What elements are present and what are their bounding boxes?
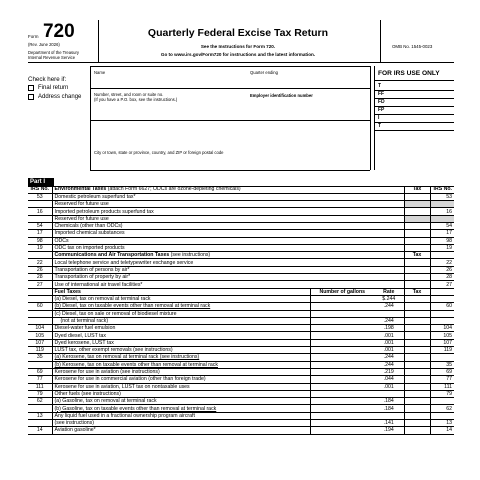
irs-number: 16 [28,208,52,215]
irs-number-right: 17 [430,230,454,237]
line-description: Kerosene for use in aviation (see instructions) [52,368,310,375]
gallons-cell[interactable] [310,376,374,383]
line-description: Domestic petroleum superfund tax* [52,193,310,200]
irs-box-left [374,66,375,170]
irs-code-2: FD [378,99,385,105]
irs-number-right [430,288,454,295]
gallons-cell[interactable] [310,303,374,310]
table-row [28,266,454,273]
line-description: Use of international air travel facilities* [52,281,310,288]
irs-number-right: 107 [430,339,454,346]
irs-number-right: 53 [430,193,454,200]
irs-number: 27 [28,281,52,288]
irs-number-right: 98 [430,237,454,244]
tax-column-heading: Tax [404,252,430,259]
line-description: Imported petroleum products superfund tax [52,208,310,215]
rate-value: .184 [374,405,404,412]
tax-amount-cell[interactable] [404,368,430,375]
irs-number: 35 [28,354,52,361]
gallons-cell[interactable] [310,325,374,332]
irs-number: 105 [28,332,52,339]
tax-amount-cell[interactable] [404,354,430,361]
section-heading-bold: Environmental Taxes [54,186,107,193]
table-row [28,347,454,354]
table-row [28,317,454,324]
irs-code-rule [374,106,454,107]
line-description: Diesel-water fuel emulsion [52,325,310,332]
irs-number-right: 105 [430,332,454,339]
rate-value [374,310,404,317]
irs-code-rule [374,98,454,99]
tax-amount-cell[interactable] [404,222,430,229]
tax-column-heading: Tax [404,186,430,193]
table-row [28,215,454,222]
line-description: ODC tax on imported products [52,244,310,251]
rate-value: .001 [374,347,404,354]
gallons-cell [310,201,404,208]
irs-number: 98 [28,237,52,244]
gallons-cell [310,230,404,237]
line-description: (b) Gasoline, tax on taxable events other than removal at terminal rack [52,405,310,412]
line-description: Reserved for future use [52,201,310,208]
section-heading [52,186,404,193]
line-description: Transportation of persons by air* [52,266,310,273]
irs-number-right: 79 [430,390,454,397]
table-row [28,339,454,346]
gallons-cell[interactable] [310,398,374,405]
irs-number: 111 [28,383,52,390]
irs-number-right: 35 [430,361,454,368]
entity-box-top [90,66,370,67]
gallons-cell[interactable] [310,332,374,339]
line-description: Reserved for future use [52,215,310,222]
irs-number-right [430,310,454,317]
form-word: Form [28,34,39,39]
irs-number [28,295,52,302]
gallons-cell[interactable] [310,339,374,346]
gallons-cell[interactable] [310,412,374,419]
line-description: Transportation of property by air* [52,274,310,281]
gallons-cell[interactable] [310,310,374,317]
entity-divider-2 [90,120,370,121]
tax-amount-cell[interactable] [404,193,430,200]
table-row [28,427,454,434]
irs-number: 53 [28,193,52,200]
rate-value: .244 [374,317,404,324]
address-change-label: Address change [38,94,82,100]
rate-value: .001 [374,332,404,339]
rate-value: .001 [374,339,404,346]
irs-code-5: T [378,123,382,129]
table-row [28,244,454,251]
rate-value: .141 [374,420,404,427]
section-heading [52,252,404,259]
entity-box-right [370,66,371,170]
tax-amount-cell[interactable] [404,361,430,368]
irs-number-right [430,215,454,222]
form-number: 720 [42,21,75,42]
irs-number: 54 [28,222,52,229]
rate-value: .001 [374,383,404,390]
irs-number-right [430,295,454,302]
table-row [28,259,454,266]
line-description: Any liquid fuel used in a fractional ownership program aircraft [52,412,310,419]
irs-number-right: 111 [430,383,454,390]
tax-amount-cell [404,215,430,222]
tax-amount-cell[interactable] [404,427,430,434]
irs-use-only-title: FOR IRS USE ONLY [378,70,440,77]
irs-number-right [430,354,454,361]
form-identifier [28,22,75,42]
section-heading-note: (attach Form 6627; ODCs are ozone-depleting chemicals) [106,186,241,193]
table-row [28,390,454,397]
irs-number-right: 28 [430,274,454,281]
line-description: (c) Diesel, tax on sale or removal of biodiesel mixture [52,310,310,317]
table-row [28,405,454,412]
rate-value: .219 [374,368,404,375]
address-field-label: Number, street, and room or suite no. [94,92,164,97]
table-row [28,325,454,332]
final-return-label: Final return [38,85,69,91]
excise-tax-table [28,186,454,435]
tax-amount-cell[interactable] [404,398,430,405]
gallons-cell [310,208,404,215]
gallons-cell [310,259,404,266]
table-row [28,230,454,237]
tax-column-heading: Tax [404,288,430,295]
irs-number-right: IRS No. [430,186,454,193]
irs-number: 60 [28,303,52,310]
irs-number [28,201,52,208]
irs-number-right [430,317,454,324]
instructions-line-1: See the Instructions for Form 720. [200,44,276,49]
line-description: (a) Diesel, tax on removal at terminal rack [52,295,310,302]
tax-amount-cell[interactable] [404,376,430,383]
table-row [28,237,454,244]
line-description: Dyed kerosene, LUST tax [52,339,310,346]
entity-box-left [90,66,91,170]
irs-code-4: I [378,115,380,121]
irs-number-right: 13 [430,420,454,427]
tax-amount-cell[interactable] [404,332,430,339]
irs-number-right: 16 [430,208,454,215]
gallons-cell[interactable] [310,354,374,361]
table-row [28,310,454,317]
gallons-cell [310,281,404,288]
rate-value [374,412,404,419]
gallons-cell [310,266,404,273]
rate-value: .194 [374,427,404,434]
tax-amount-cell[interactable] [404,412,430,419]
rate-value: .044 [374,376,404,383]
line-description: (a) Gasoline, tax on removal at terminal rack [52,398,310,405]
gallons-cell[interactable] [310,317,374,324]
city-field-label: City or town, state or province, country, and ZIP or foreign postal code [94,150,224,155]
section-heading-note: (see instructions) [169,252,211,259]
part-one-label: Part I [28,178,54,186]
rate-value: .198 [374,325,404,332]
rate-value [374,390,404,397]
line-description: Other fuels (see instructions) [52,390,310,397]
tax-amount-cell[interactable] [404,303,430,310]
irs-number-right: 62 [430,405,454,412]
irs-number: 69 [28,368,52,375]
line-description: (b) Diesel, tax on taxable events other than removal at terminal rack [52,303,310,310]
table-row [28,295,454,302]
header-rule [28,62,454,63]
gallons-cell [310,274,404,281]
tax-amount-cell[interactable] [404,208,430,215]
table-row [28,412,454,419]
line-description: Kerosene for use in commercial aviation (other than foreign trade) [52,376,310,383]
irs-number-right: 77 [430,376,454,383]
irs-code-1: FF [378,91,385,97]
irs-number: 62 [28,398,52,405]
irs-number-right: 26 [430,266,454,273]
table-row [28,288,454,295]
table-row [28,186,454,193]
line-description: (not at terminal rack) [52,317,310,324]
line-description: ODCs [52,237,310,244]
irs-number-right [430,398,454,405]
line-description: Aviation gasoline* [52,427,310,434]
rate-value: .244 [374,303,404,310]
irs-number-right [430,201,454,208]
tax-amount-cell[interactable] [404,230,430,237]
line-description: Dyed diesel, LUST tax [52,332,310,339]
gallons-cell[interactable] [310,347,374,354]
tax-amount-cell[interactable] [404,325,430,332]
table-row [28,274,454,281]
irs-number [28,215,52,222]
header-divider-right [380,20,381,62]
irs-code-rule [374,114,454,115]
irs-code-rule [374,90,454,91]
table-row [28,303,454,310]
irs-box-rule [374,80,454,81]
table-row [28,252,454,259]
irs-number [28,405,52,412]
irs-number-right [430,412,454,419]
form-title: Quarterly Federal Excise Tax Return [147,27,329,39]
irs-code-3: FP [378,107,385,113]
tax-amount-cell[interactable] [404,347,430,354]
quarter-ending-label: Quarter ending [250,70,278,75]
irs-code-0: T [378,83,382,89]
table-row [28,332,454,339]
line-description: Imported chemical substances [52,230,310,237]
gallons-cell[interactable] [310,383,374,390]
final-return-option[interactable] [28,85,68,91]
irs-number: 119 [28,347,52,354]
table-row [28,398,454,405]
irs-number: 19 [28,244,52,251]
line-description: Local telephone service and teletypewriter exchange service [52,259,310,266]
rate-value: .244 [374,354,404,361]
irs-number [28,420,52,427]
gallons-cell[interactable] [310,368,374,375]
irs-number [28,310,52,317]
tax-amount-cell[interactable] [404,237,430,244]
tax-amount-cell[interactable] [404,259,430,266]
rate-value: $.244 [374,295,404,302]
rate-column-heading: Rate [374,288,404,295]
rate-value: .244 [374,361,404,368]
irs-number: 13 [28,412,52,419]
table-row [28,281,454,288]
rate-value: .184 [374,398,404,405]
irs-number [28,288,52,295]
gallons-cell[interactable] [310,361,374,368]
table-row [28,222,454,229]
gallons-cell[interactable] [310,405,374,412]
tax-amount-cell[interactable] [404,339,430,346]
gallons-cell [310,193,404,200]
irs-number: 107 [28,339,52,346]
tax-amount-cell[interactable] [404,274,430,281]
line-description: Kerosene for use in aviation, LUST tax on nontaxable uses [52,383,310,390]
line-description: (a) Kerosene, tax on removal at terminal rack (see instructions) [52,354,310,361]
check-here-label: Check here if: [28,76,67,83]
gallons-cell [310,244,404,251]
line-description: (b) Kerosene, tax on taxable events other than removal at terminal rack [52,361,310,368]
line-description: LUST tax, other exempt removals (see instructions) [52,347,310,354]
irs-number [28,317,52,324]
gallons-cell[interactable] [310,427,374,434]
tax-amount-cell[interactable] [404,281,430,288]
table-row [28,201,454,208]
ein-label: Employer identification number [250,93,313,98]
department: Department of the Treasury [28,50,79,55]
omb-number: OMB No. 1545-0023 [392,44,433,49]
name-field-label: Name [94,70,106,75]
irs-code-rule [374,122,454,123]
tax-amount-cell [404,201,430,208]
tax-amount-cell[interactable] [404,310,430,317]
irs-number: 22 [28,259,52,266]
irs-number-right: 14 [430,427,454,434]
tax-amount-cell[interactable] [404,295,430,302]
irs-number: 17 [28,230,52,237]
gallons-column-heading: Number of gallons [310,288,374,295]
gallons-cell[interactable] [310,390,374,397]
tax-amount-cell[interactable] [404,405,430,412]
entity-divider-1 [90,88,370,89]
table-row [28,420,454,427]
address-change-option[interactable] [28,94,81,100]
irs-number-right: 27 [430,281,454,288]
tax-amount-cell[interactable] [404,317,430,324]
irs-number: 28 [28,274,52,281]
tax-amount-cell[interactable] [404,383,430,390]
final-return-checkbox[interactable] [28,85,34,91]
table-row [28,208,454,215]
irs-number [28,252,52,259]
irs-number-right: 54 [430,222,454,229]
table-row [28,383,454,390]
service: Internal Revenue Service [28,55,76,60]
irs-number-right: 104 [430,325,454,332]
header-divider-left [98,20,99,62]
tax-amount-cell[interactable] [404,420,430,427]
irs-number: 104 [28,325,52,332]
irs-number-right: 119 [430,347,454,354]
irs-number [28,361,52,368]
irs-number: 77 [28,376,52,383]
section-heading-bold: Communications and Air Transportation Taxes [54,252,170,259]
irs-number: IRS No. [28,186,52,193]
line-description: (see instructions) [52,420,310,427]
form-revision: (Rev. June 2026) [28,42,60,47]
irs-number-right: 22 [430,259,454,266]
table-row [28,354,454,361]
tax-amount-cell[interactable] [404,390,430,397]
tax-amount-cell[interactable] [404,266,430,273]
table-row [28,376,454,383]
irs-number-right: 19 [430,244,454,251]
table-row [28,193,454,200]
irs-number: 14 [28,427,52,434]
gallons-cell [310,222,404,229]
line-description: Chemicals (other than ODCs) [52,222,310,229]
gallons-cell [310,237,404,244]
irs-number-right: 69 [430,368,454,375]
instructions-line-2: Go to www.irs.gov/Form720 for instructions and the latest information. [160,52,316,57]
gallons-cell[interactable] [310,420,374,427]
address-field-hint: (If you have a P.O. box, see the instructions.) [94,97,178,102]
irs-number-right [430,252,454,259]
section-heading: Fuel Taxes [52,288,310,295]
irs-number: 79 [28,390,52,397]
irs-number: 26 [28,266,52,273]
gallons-cell[interactable] [310,295,374,302]
tax-amount-cell[interactable] [404,244,430,251]
entity-box-bottom [90,170,370,171]
gallons-cell [310,215,404,222]
irs-number-right: 60 [430,303,454,310]
irs-code-rule [374,130,454,131]
table-row [28,361,454,368]
address-change-checkbox[interactable] [28,94,34,100]
table-row [28,368,454,375]
